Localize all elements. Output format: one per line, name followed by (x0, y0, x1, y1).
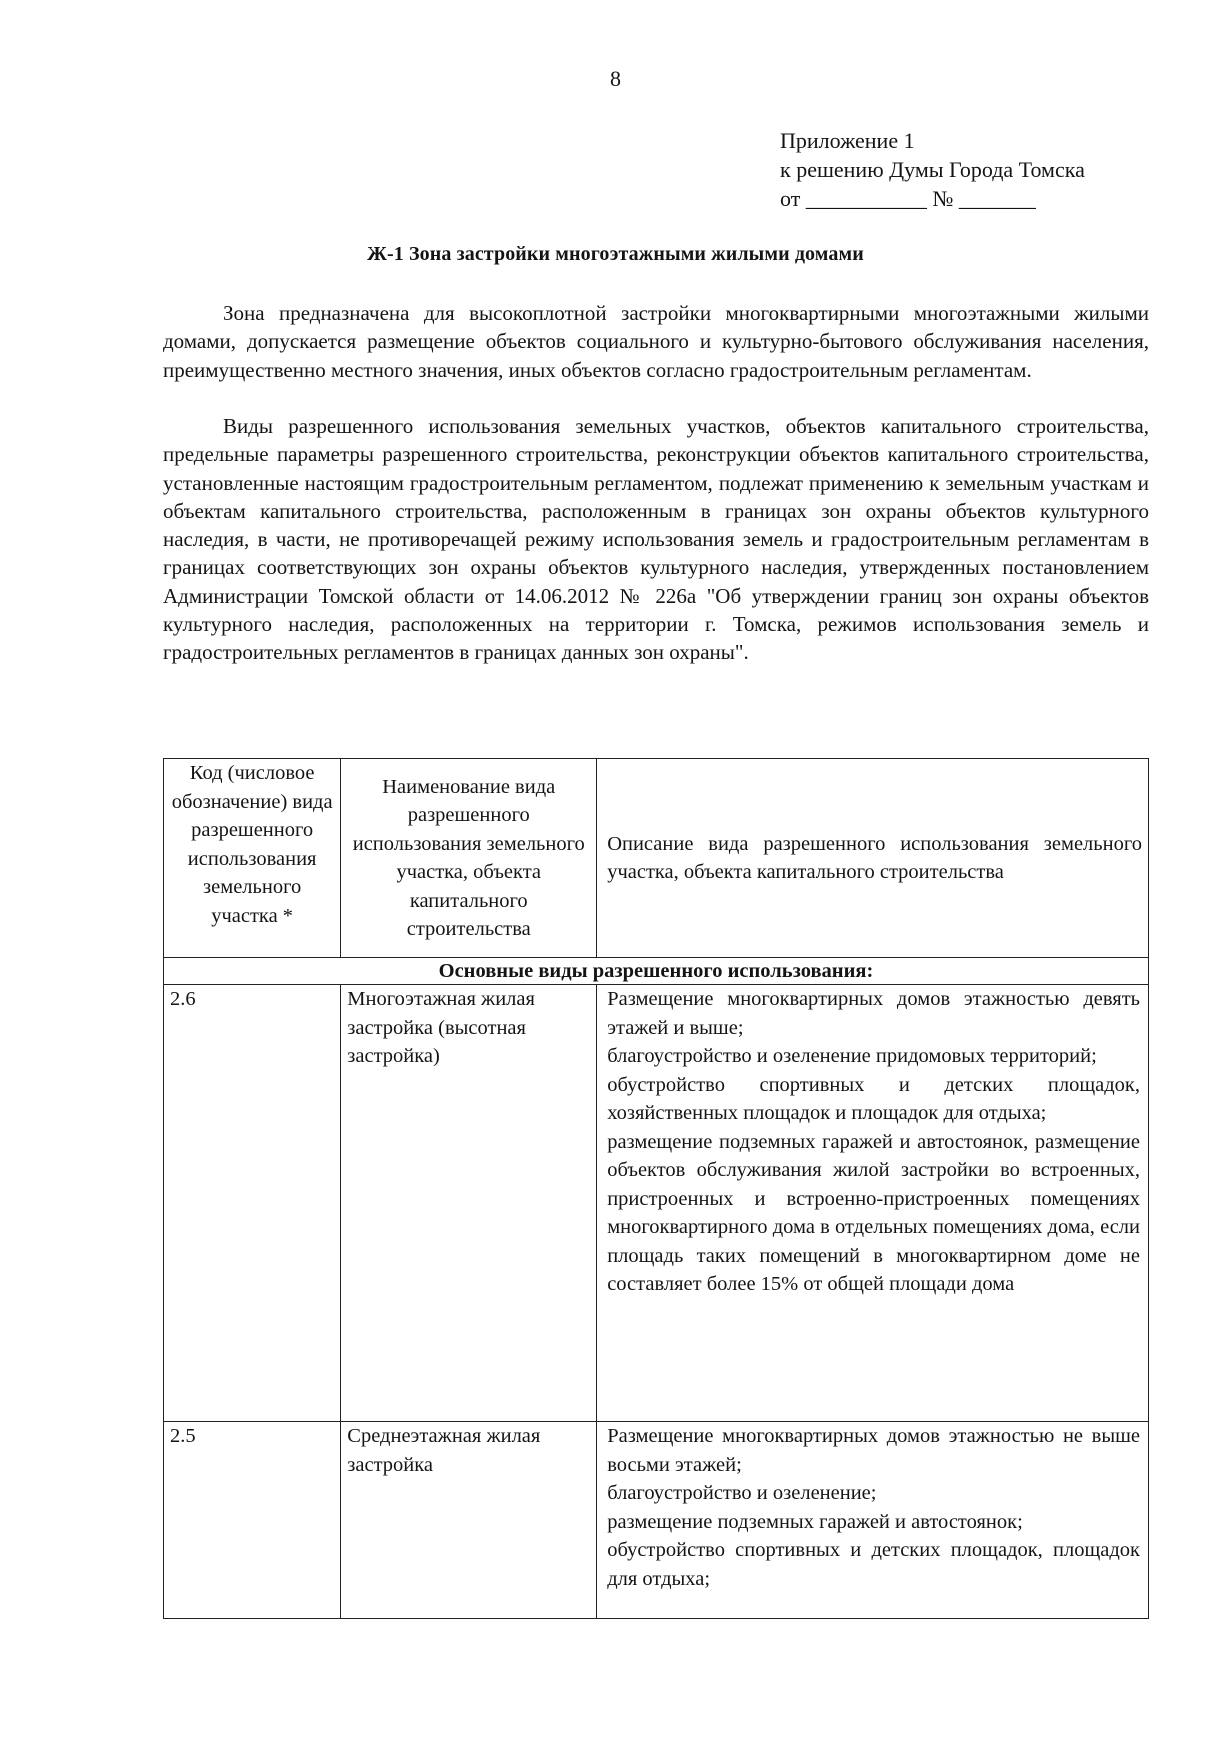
row-description (597, 985, 1149, 1422)
header-code: Код (числовое обозначение) вида разрешенного использования земельного участка * (164, 759, 341, 958)
appendix-line-2: к решению Думы Города Томска (780, 157, 1085, 182)
section-title: Основные виды разрешенного использования: (164, 958, 1149, 985)
appendix-line-1: Приложение 1 (780, 128, 915, 153)
paragraph-zone-purpose: Зона предназначена для высокоплотной застройки многоквартирными многоэтажными жилыми домами, допускается размещение объектов социального и культурно-бытового обслуживания населения, преимущественно местного значения, иных объектов согласно градостроительным регламентам. (163, 301, 1149, 382)
description-line: размещение подземных гаражей и автостоянок; (607, 1510, 1023, 1533)
row-description (597, 1422, 1149, 1619)
description-line: Размещение многоквартирных домов этажностью не выше восьми этажей; (607, 1425, 1140, 1476)
description-line: обустройство спортивных и детских площадок, площадок для отдыха; (607, 1539, 1140, 1590)
row-name: Среднеэтажная жилая застройка (341, 1422, 597, 1619)
appendix-line-3: от ___________ № _______ (780, 186, 1036, 211)
appendix-block (780, 126, 1085, 213)
page-number: 8 (610, 66, 621, 91)
row-code: 2.6 (164, 985, 341, 1422)
header-name: Наименование вида разрешенного использования земельного участка, объекта капитального строительства (341, 759, 597, 958)
paragraph-regulations: Виды разрешенного использования земельных участков, объектов капитального строительства, предельные параметры разрешенного строительства, реконструкции объектов капитального строительства, установленные настоящим градостроительным регламентом, подлежат применению к земельным участкам и объектам капитального строительства, расположенным в границах зон охраны объектов культурного наследия, в части, не противоречащей режиму использования земель и градостроительным регламентам в границах соответствующих зон охраны объектов культурного наследия, утвержденных постановлением Администрации Томской области от 14.06.2012 № 226а "Об утверждении границ зон охраны объектов культурного наследия, расположенных на территории г. Томска, режимов использования земель и градостроительных регламентов в границах данных зон охраны". (163, 414, 1149, 665)
description-line: благоустройство и озеленение; (607, 1482, 877, 1504)
description-line: обустройство спортивных и детских площадок, хозяйственных площадок и площадок для отдыха; (607, 1073, 1140, 1124)
description-line: Размещение многоквартирных домов этажностью девять этажей и выше; (607, 988, 1140, 1039)
description-line: благоустройство и озеленение придомовых территорий; (607, 1045, 1097, 1067)
section-row (164, 958, 1149, 985)
description-line: размещение подземных гаражей и автостоянок, размещение объектов обслуживания жилой застройки во встроенных, пристроенных и встроенно-пристроенных помещениях многоквартирного дома в отдельных помещениях дома, если площадь таких помещений в многоквартирном доме не составляет более 15% от общей площади дома (607, 1130, 1140, 1295)
header-description: Описание вида разрешенного использования земельного участка, объекта капитального строительства (597, 759, 1149, 958)
row-name: Многоэтажная жилая застройка (высотная застройка) (341, 985, 597, 1422)
zone-title: Ж-1 Зона застройки многоэтажными жилыми домами (367, 243, 864, 265)
table-row (164, 1422, 1149, 1619)
row-code: 2.5 (164, 1422, 341, 1619)
permitted-use-table (163, 758, 1149, 1619)
table-header-row (164, 759, 1149, 958)
table-row (164, 985, 1149, 1422)
